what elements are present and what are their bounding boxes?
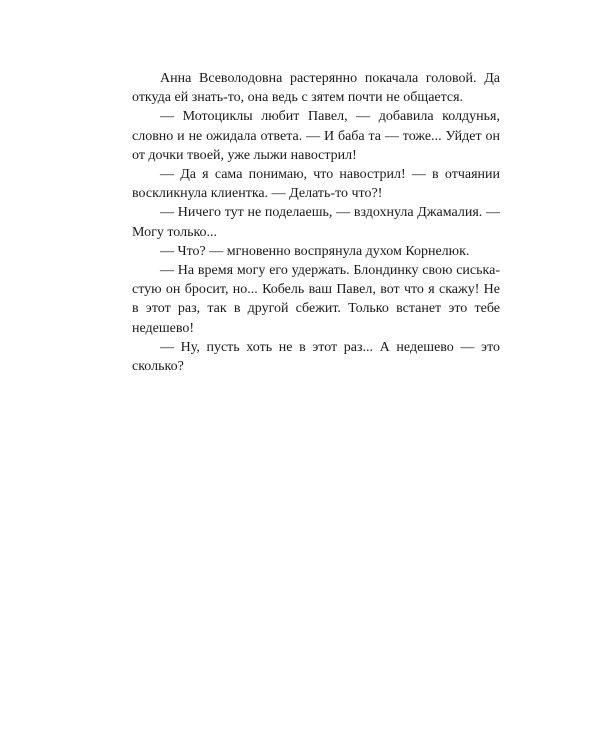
paragraph-6: — На время могу его удержать. Блондинку свою сиськастую он бросит, но... Кобель ваш Павел, вот что я скажу! Не в этот раз, так в другой сбежит. Только встанет это тебе недешево!: [132, 263, 500, 336]
paragraph-3: — Да я сама понимаю, что навострил! — в отчаянии воскликнула клиентка. — Делать-то что?!: [132, 167, 500, 202]
paragraph-4: — Ничего тут не поделаешь, — вздохнула Джамалия. — Могу только...: [132, 205, 500, 240]
paragraph-1: Анна Всеволодовна растерянно покачала головой. Да откуда ей знать-то, она ведь с зятем почти не общается.: [132, 71, 500, 106]
paragraph-5: — Что? — мгновенно воспрянула духом Корнелюк.: [160, 243, 470, 259]
paragraph-2: — Мотоциклы любит Павел, — добавила колдунья, словно и не ожидала ответа. — И баба та — тоже... Уйдет он от дочки твоей, уже лыжи навострил!: [132, 109, 500, 163]
paragraph-7: — Ну, пусть хоть не в этот раз... А недешево — это сколько?: [132, 339, 500, 375]
text-block: [132, 69, 500, 376]
